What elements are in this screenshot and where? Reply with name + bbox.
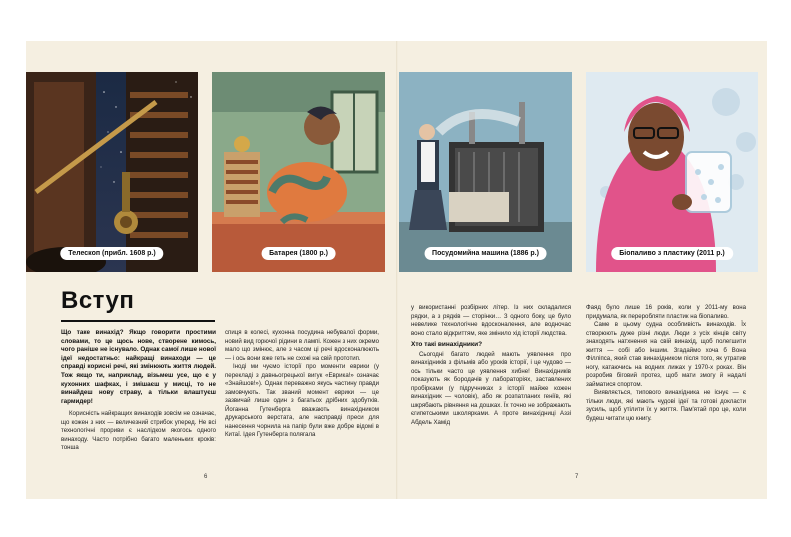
page-title: Вступ	[61, 287, 135, 314]
battery-illustration	[212, 72, 385, 272]
paragraph: у використанні розбірних літер. Із них складалися рядки, а з рядків — сторінки… З одного боку, це було невелике технологічне вдосконалення, але водночас воно стало відкриттям, яке змінило хід історії людства.	[411, 304, 571, 337]
telescope-caption: Телескоп (прибл. 1608 р.)	[60, 247, 163, 260]
column-2	[225, 329, 379, 440]
paragraph: Іноді ми чуємо історії про моменти еврики (у перекладі з давньогрецької вигук «Еврика!» означає «Знайшов!»). Однак переважно якусь частину правди замовчують. Так званий момент еврики — це зазвичай лише один з багатьох дрібних здобутків. Йоганна Гутенберга вважають винахідником друкарського верстата, але насправді преси для нанесення чорнила на папір були вже добре відомі в Китаї. Ідея Гутенберга полягала	[225, 363, 379, 438]
biofuel-illustration	[586, 72, 758, 272]
paragraph: спиця в колесі, кухонна посудина небувалої форми, новий вид горючої рідини в лампі. Кожен з них окремо мало що змінює, але з часом ці речі вдосконалюють — і ось вони вже геть не схожі на свій прототип.	[225, 329, 379, 362]
column-4	[586, 304, 746, 423]
paragraph: Фаяд було лише 16 років, коли у 2011-му вона придумала, як переробляти пластик на біопаливо.	[586, 304, 746, 320]
book-spread	[26, 41, 767, 499]
biofuel-caption: Біопаливо з пластику (2011 р.)	[611, 247, 733, 260]
dishwasher-caption: Посудомийна машина (1886 р.)	[424, 247, 547, 260]
dishwasher-illustration	[399, 72, 572, 272]
title-underline	[61, 320, 215, 322]
telescope-illustration	[26, 72, 198, 272]
battery-caption: Батарея (1800 р.)	[261, 247, 336, 260]
paragraph: Саме в цьому судна особливість винаходів. Їх створюють дуже різні люди. Люди з усіх кінців світу знаходять натхнення на свій винахід, щоб полегшити життя — собі або іншим. Згадаймо хоча б Вона Філліпса, який став винахідником після того, як утратив ногу, катаючись на водних лижах у 1970-х роках. Він розробив біговий протез, щоб мати змогу й надалі займатися спортом.	[586, 321, 746, 388]
column-3	[411, 304, 571, 427]
page-number-right: 7	[575, 474, 579, 480]
paragraph: Виявляється, типового винахідника не існує — є тільки люди, які мають чудові ідеї та готові докласти зусиль, щоб утілити їх у життя. Пам'ятай про це, коли будеш читати цю книгу.	[586, 389, 746, 422]
lead-paragraph: Що таке винахід? Якщо говорити простими словами, то це щось нове, створене кимось, чого раніше не існувало. Однак самої лише нової ідеї недостатньо: найкращі винаходи — це справді корисні речі, які змінюють життя людей. Тож якщо ти, наприклад, візьмеш усе, що є у кухонних шафках, і змішаєш у мисці, то не винайдеш нову страву, а тільки влаштуєш гармидер!	[61, 329, 216, 405]
paragraph: Корисність найкращих винаходів зовсім не означає, що кожен з них — величезний стрибок уперед. Не всі технологічні прориви є наслідком якогось одного винаходу. Часто потрібно багато маленьких кроків: тонша	[61, 410, 216, 452]
page-number-left: 6	[204, 474, 208, 480]
section-heading: Хто такі винахідники?	[411, 341, 483, 348]
book-gutter	[396, 41, 398, 499]
column-1	[61, 329, 216, 453]
paragraph: Сьогодні багато людей мають уявлення про винахідників з фільмів або уроків історії, і це чудово — ось тільки часто це уявлення хибне! Винахідників показують як бородачів у лабораторіях, заставлених пробірками (у підручниках з історії майже кожен винахідник — чоловік), або як розпатланих геніїв, які шкрябають рівняння на дошках. Їх точно не зображають єгипетськими школярками. А проте винахідниці Аззі Абдель Хамід	[411, 350, 571, 426]
